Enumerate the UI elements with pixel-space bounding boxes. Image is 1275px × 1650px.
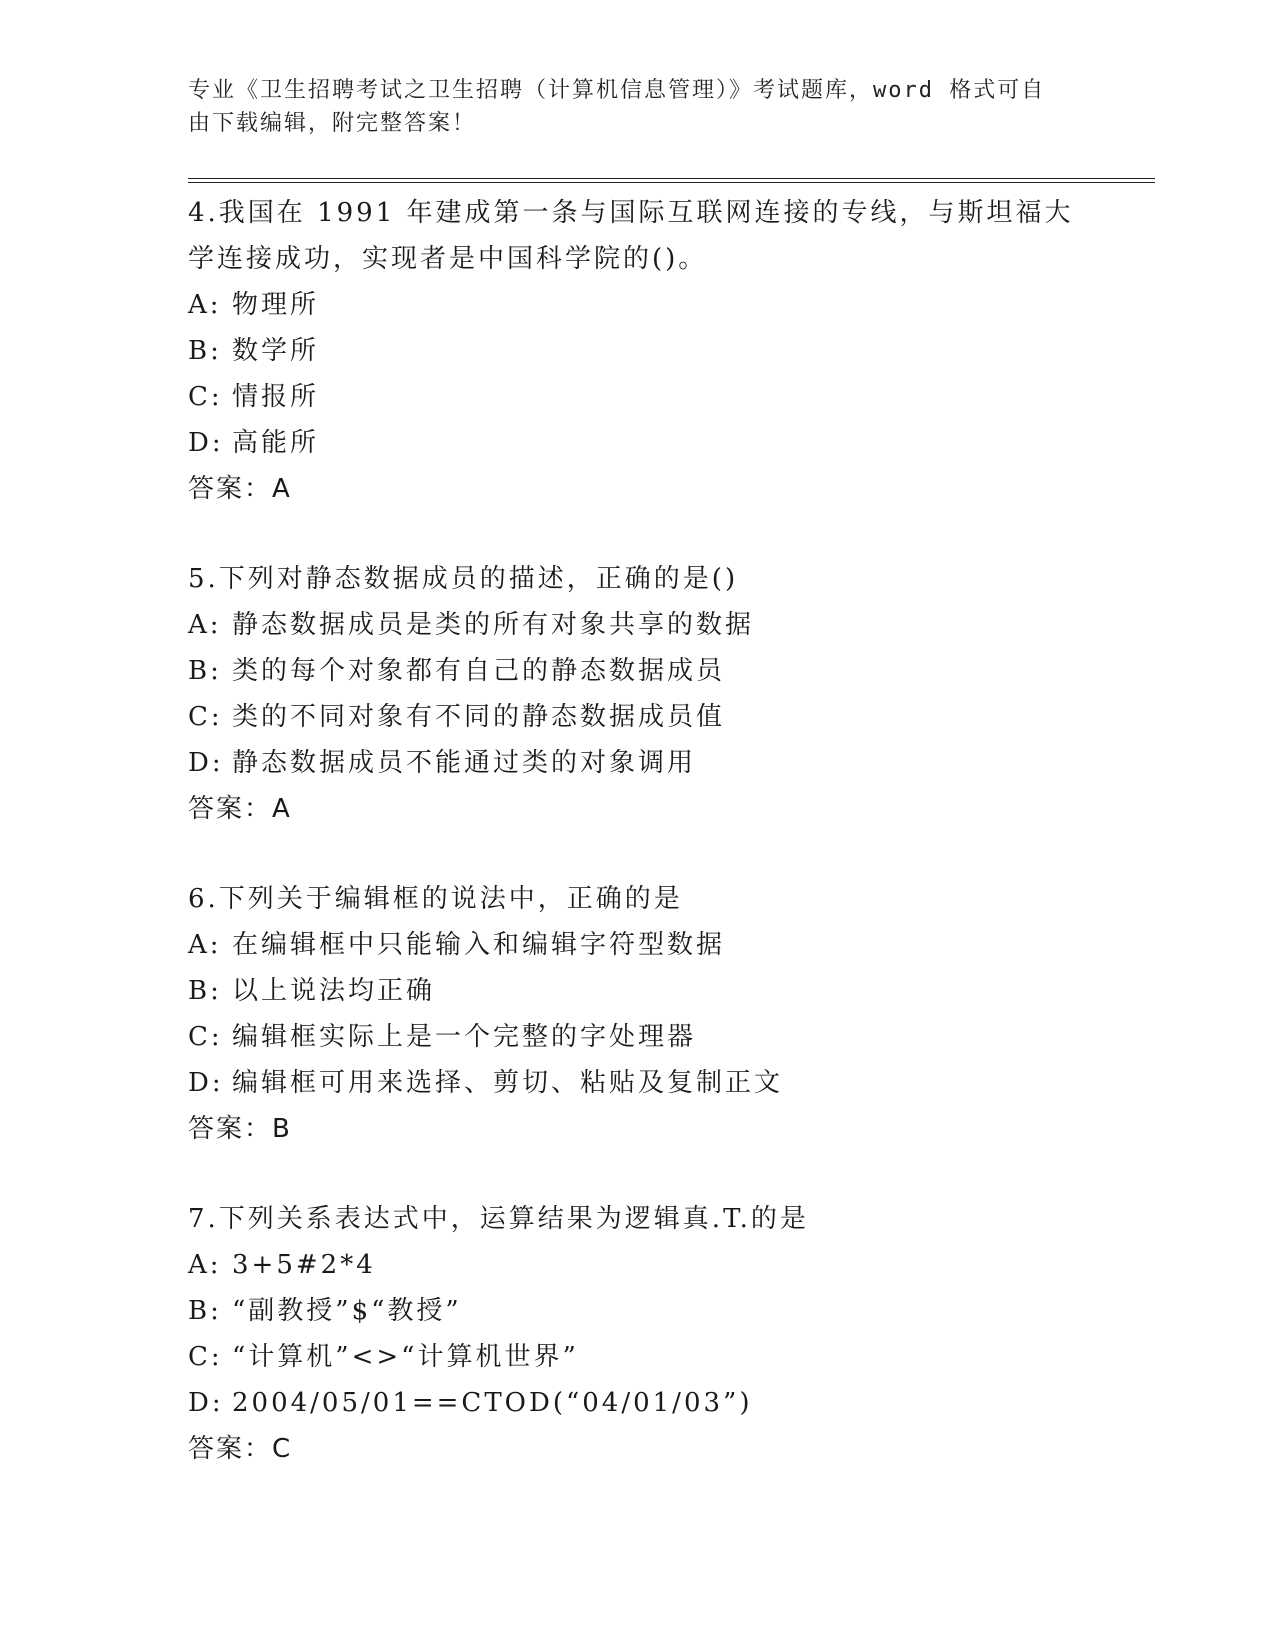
option-key: A: bbox=[188, 290, 222, 320]
option-c bbox=[188, 694, 1088, 740]
option-d bbox=[188, 1060, 1088, 1106]
document-header bbox=[188, 74, 1068, 140]
option-text: “副教授”$“教授” bbox=[232, 1296, 462, 1326]
option-key: B: bbox=[188, 1296, 222, 1326]
option-key: C: bbox=[188, 702, 223, 732]
question-7 bbox=[188, 1196, 1088, 1472]
question-5 bbox=[188, 556, 1088, 832]
option-text: 静态数据成员是类的所有对象共享的数据 bbox=[232, 610, 755, 640]
option-text: 类的每个对象都有自己的静态数据成员 bbox=[232, 656, 726, 686]
option-key: C: bbox=[188, 1342, 223, 1372]
option-text: “计算机”<>“计算机世界” bbox=[232, 1342, 579, 1372]
question-text: 6.下列关于编辑框的说法中，正确的是 bbox=[188, 884, 683, 914]
option-text: 类的不同对象有不同的静态数据成员值 bbox=[232, 702, 726, 732]
option-b bbox=[188, 328, 1088, 374]
answer-line: 答案：A bbox=[188, 794, 292, 824]
option-key: B: bbox=[188, 976, 222, 1006]
option-b bbox=[188, 648, 1088, 694]
option-key: A: bbox=[188, 1250, 222, 1280]
question-text: 7.下列关系表达式中，运算结果为逻辑真.T.的是 bbox=[188, 1204, 809, 1234]
option-text: 物理所 bbox=[232, 290, 320, 320]
option-text: 在编辑框中只能输入和编辑字符型数据 bbox=[232, 930, 726, 960]
option-key: D: bbox=[188, 1388, 224, 1418]
option-a bbox=[188, 1242, 1088, 1288]
option-text: 编辑框可用来选择、剪切、粘贴及复制正文 bbox=[232, 1068, 784, 1098]
option-key: C: bbox=[188, 1022, 223, 1052]
option-text: 以上说法均正确 bbox=[232, 976, 436, 1006]
option-key: B: bbox=[188, 656, 222, 686]
option-text: 编辑框实际上是一个完整的字处理器 bbox=[232, 1022, 697, 1052]
option-c bbox=[188, 374, 1088, 420]
option-text: 2004/05/01==CTOD(“04/01/03”) bbox=[232, 1388, 753, 1418]
option-b bbox=[188, 968, 1088, 1014]
answer-line: 答案：A bbox=[188, 474, 292, 504]
option-key: B: bbox=[188, 336, 222, 366]
option-key: D: bbox=[188, 428, 224, 458]
spacer bbox=[188, 1152, 1088, 1196]
option-key: D: bbox=[188, 1068, 224, 1098]
question-text: 4.我国在 1991 年建成第一条与国际互联网连接的专线，与斯坦福大学连接成功，实现者是中国科学院的()。 bbox=[188, 198, 1074, 274]
option-text: 数学所 bbox=[232, 336, 320, 366]
option-text: 高能所 bbox=[232, 428, 320, 458]
spacer bbox=[188, 512, 1088, 556]
option-a bbox=[188, 282, 1088, 328]
option-key: A: bbox=[188, 930, 222, 960]
question-6 bbox=[188, 876, 1088, 1152]
spacer bbox=[188, 832, 1088, 876]
option-a bbox=[188, 922, 1088, 968]
option-key: A: bbox=[188, 610, 222, 640]
option-d bbox=[188, 420, 1088, 466]
answer-line: 答案：B bbox=[188, 1114, 292, 1144]
header-line-2: 由下载编辑，附完整答案！ bbox=[188, 111, 477, 136]
answer-line: 答案：C bbox=[188, 1434, 293, 1464]
option-text: 3+5#2*4 bbox=[232, 1250, 376, 1280]
option-text: 情报所 bbox=[232, 382, 320, 412]
option-d bbox=[188, 1380, 1088, 1426]
option-c bbox=[188, 1334, 1088, 1380]
question-list bbox=[188, 190, 1088, 1472]
header-divider bbox=[188, 178, 1155, 183]
option-key: D: bbox=[188, 748, 224, 778]
header-line-1: 专业《卫生招聘考试之卫生招聘（计算机信息管理）》考试题库，word 格式可自 bbox=[188, 78, 1046, 103]
option-text: 静态数据成员不能通过类的对象调用 bbox=[232, 748, 697, 778]
option-a bbox=[188, 602, 1088, 648]
option-b bbox=[188, 1288, 1088, 1334]
question-text: 5.下列对静态数据成员的描述，正确的是() bbox=[188, 564, 739, 594]
question-4 bbox=[188, 190, 1088, 512]
option-key: C: bbox=[188, 382, 223, 412]
option-c bbox=[188, 1014, 1088, 1060]
option-d bbox=[188, 740, 1088, 786]
